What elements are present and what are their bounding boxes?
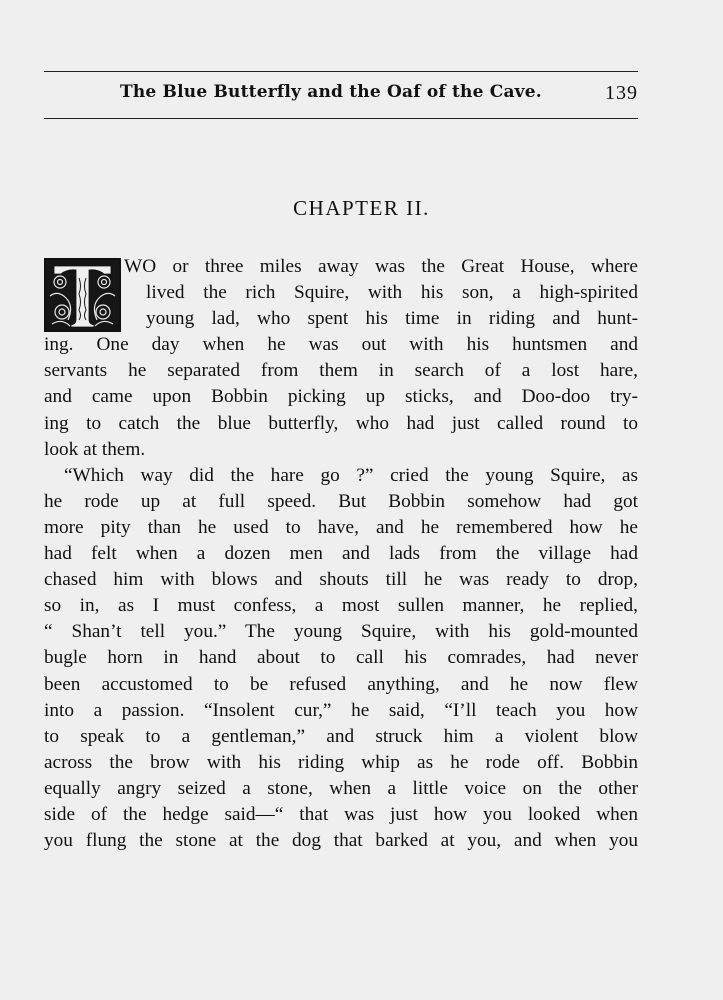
text-line: been accustomed to be refused anything, and he now flew	[44, 673, 638, 695]
text-line: “Which way did the hare go ?” cried the young Squire, as	[64, 464, 638, 486]
text-line: he rode up at full speed. But Bobbin somehow had got	[44, 490, 638, 512]
text-line: servants he separated from them in search of a lost hare,	[44, 360, 638, 382]
text-line: had felt when a dozen men and lads from the village had	[44, 543, 638, 565]
text-line: more pity than he used to have, and he remembered how he	[44, 516, 638, 538]
text-line: WO or three miles away was the Great House, where	[124, 256, 638, 277]
body-text	[44, 254, 638, 854]
text-line: into a passion. “Insolent cur,” he said, “I’ll teach you how	[44, 699, 638, 721]
text-line: “ Shan’t tell you.” The young Squire, with his gold-mounted	[44, 621, 638, 643]
text-line: so in, as I must confess, a most sullen manner, he replied,	[44, 595, 638, 617]
text-line: bugle horn in hand about to call his comrades, had never	[44, 647, 638, 669]
text-line: ing to catch the blue butterfly, who had just called round to	[44, 412, 638, 434]
text-line: chased him with blows and shouts till he was ready to drop,	[44, 569, 638, 591]
text-line: across the brow with his riding whip as he rode off. Bobbin	[44, 751, 638, 773]
running-head	[44, 80, 638, 110]
text-line: young lad, who spent his time in riding and hunt-	[146, 308, 638, 330]
header-top-rule	[44, 71, 638, 72]
text-line: and came upon Bobbin picking up sticks, and Doo-doo try-	[44, 386, 638, 408]
text-line: equally angry seized a stone, when a little voice on the other	[44, 777, 638, 799]
text-line: you flung the stone at the dog that barked at you, and when you	[44, 830, 638, 852]
chapter-heading: CHAPTER II.	[293, 196, 430, 220]
page-number: 139	[605, 82, 638, 104]
text-line: lived the rich Squire, with his son, a high-spirited	[146, 282, 638, 304]
running-title: The Blue Butterfly and the Oaf of the Cave.	[120, 82, 542, 102]
header-bottom-rule	[44, 118, 638, 119]
text-line: look at them.	[44, 438, 146, 460]
text-line: to speak to a gentleman,” and struck him a violent blow	[44, 725, 638, 747]
text-line: ing. One day when he was out with his huntsmen and	[44, 334, 638, 356]
text-line: side of the hedge said—“ that was just how you looked when	[44, 803, 638, 825]
